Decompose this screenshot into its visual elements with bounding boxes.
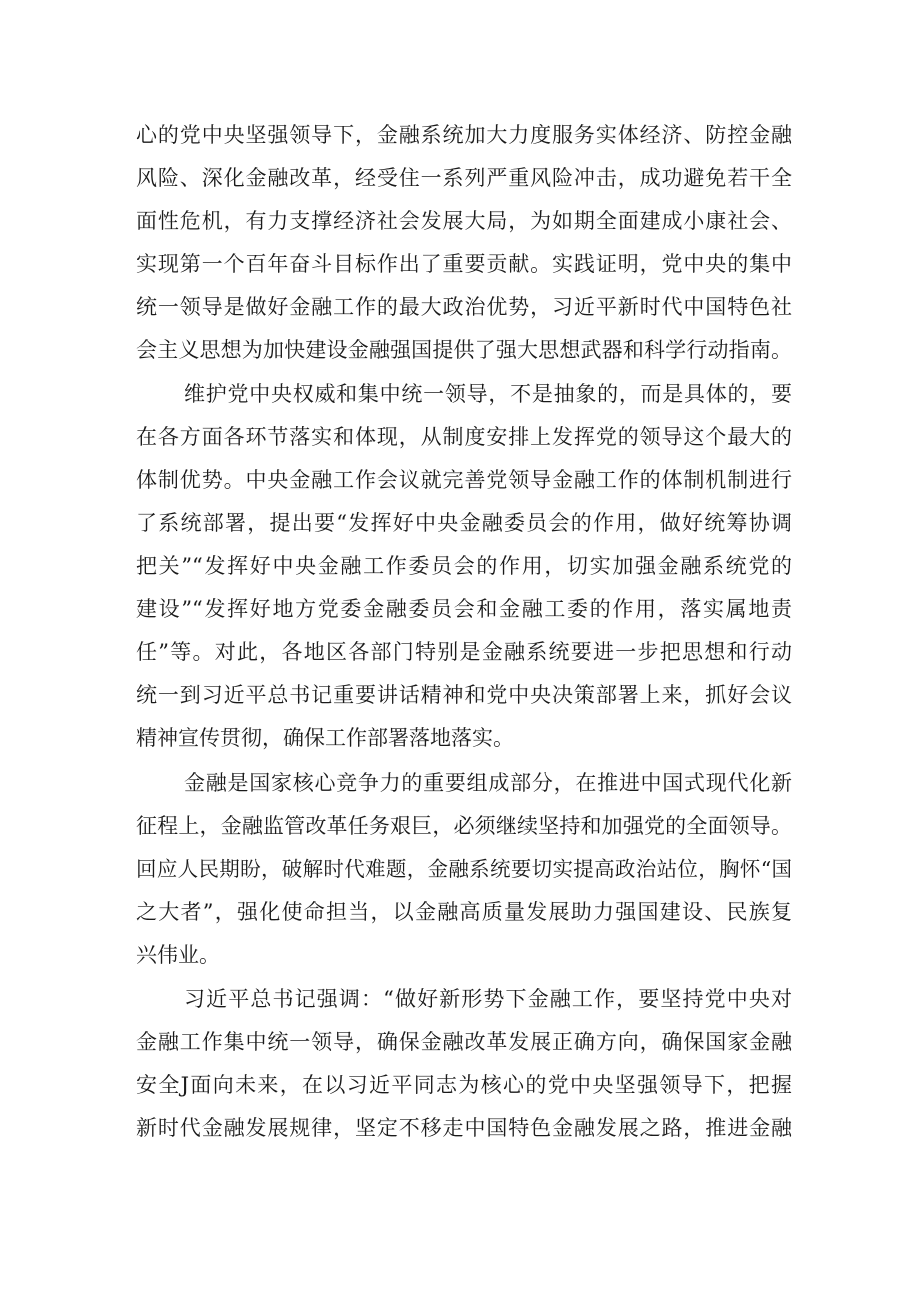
paragraph-line: 安全J面向未来，在以习近平同志为核心的党中央坚强领导下，把握	[136, 1073, 792, 1097]
paragraph-line: 体制优势。中央金融工作会议就完善党领导金融工作的体制机制进行	[136, 468, 792, 492]
paragraph-line: 回应人民期盼，破解时代难题，金融系统要切实提高政治站位，胸怀“国	[136, 857, 792, 881]
paragraph-2	[136, 373, 792, 760]
paragraph-1	[136, 114, 792, 372]
paragraph-line: 统一领导是做好金融工作的最大政治优势，习近平新时代中国特色社	[136, 295, 792, 319]
paragraph-line: 统一到习近平总书记重要讲话精神和党中央决策部署上来，抓好会议	[136, 683, 792, 707]
paragraph-line: 新时代金融发展规律，坚定不移走中国特色金融发展之路，推进金融	[136, 1116, 792, 1140]
paragraph-line: 任”等。对此，各地区各部门特别是金融系统要进一步把思想和行动	[136, 640, 792, 664]
paragraph-line: 精神宣传贯彻，确保工作部署落地落实。	[136, 726, 514, 750]
paragraph-line: 实现第一个百年奋斗目标作出了重要贡献。实践证明，党中央的集中	[136, 252, 792, 276]
paragraph-line: 会主义思想为加快建设金融强国提供了强大思想武器和科学行动指南。	[136, 338, 792, 362]
paragraph-line: 金融是国家核心竞争力的重要组成部分，在推进中国式现代化新	[184, 771, 792, 795]
paragraph-line: 之大者”，强化使命担当，以金融高质量发展助力强国建设、民族复	[136, 900, 792, 924]
paragraph-3	[136, 762, 792, 977]
paragraph-line: 在各方面各环节落实和体现，从制度安排上发挥党的领导这个最大的	[136, 425, 792, 449]
paragraph-line: 心的党中央坚强领导下，金融系统加大力度服务实体经济、防控金融	[136, 123, 792, 147]
paragraph-line: 征程上，金融监管改革任务艰巨，必须继续坚持和加强党的全面领导。	[136, 814, 792, 838]
paragraph-line: 风险、深化金融改革，经受住一系列严重风险冲击，成功避免若干全	[136, 166, 792, 190]
paragraph-line: 兴伟业。	[136, 943, 220, 967]
paragraph-line: 习近平总书记强调：“做好新形势下金融工作，要坚持党中央对	[184, 987, 792, 1011]
paragraph-4	[136, 978, 792, 1150]
paragraph-line: 建设”“发挥好地方党委金融委员会和金融工委的作用，落实属地责	[136, 597, 792, 621]
paragraph-line: 把关”“发挥好中央金融工作委员会的作用，切实加强金融系统党的	[136, 554, 792, 578]
paragraph-line: 面性危机，有力支撑经济社会发展大局，为如期全面建成小康社会、	[136, 209, 792, 233]
paragraph-line: 了系统部署，提出要“发挥好中央金融委员会的作用，做好统筹协调	[136, 511, 792, 535]
paragraph-line: 维护党中央权威和集中统一领导，不是抽象的，而是具体的，要	[184, 382, 792, 406]
paragraph-line: 金融工作集中统一领导，确保金融改革发展正确方向，确保国家金融	[136, 1030, 792, 1054]
